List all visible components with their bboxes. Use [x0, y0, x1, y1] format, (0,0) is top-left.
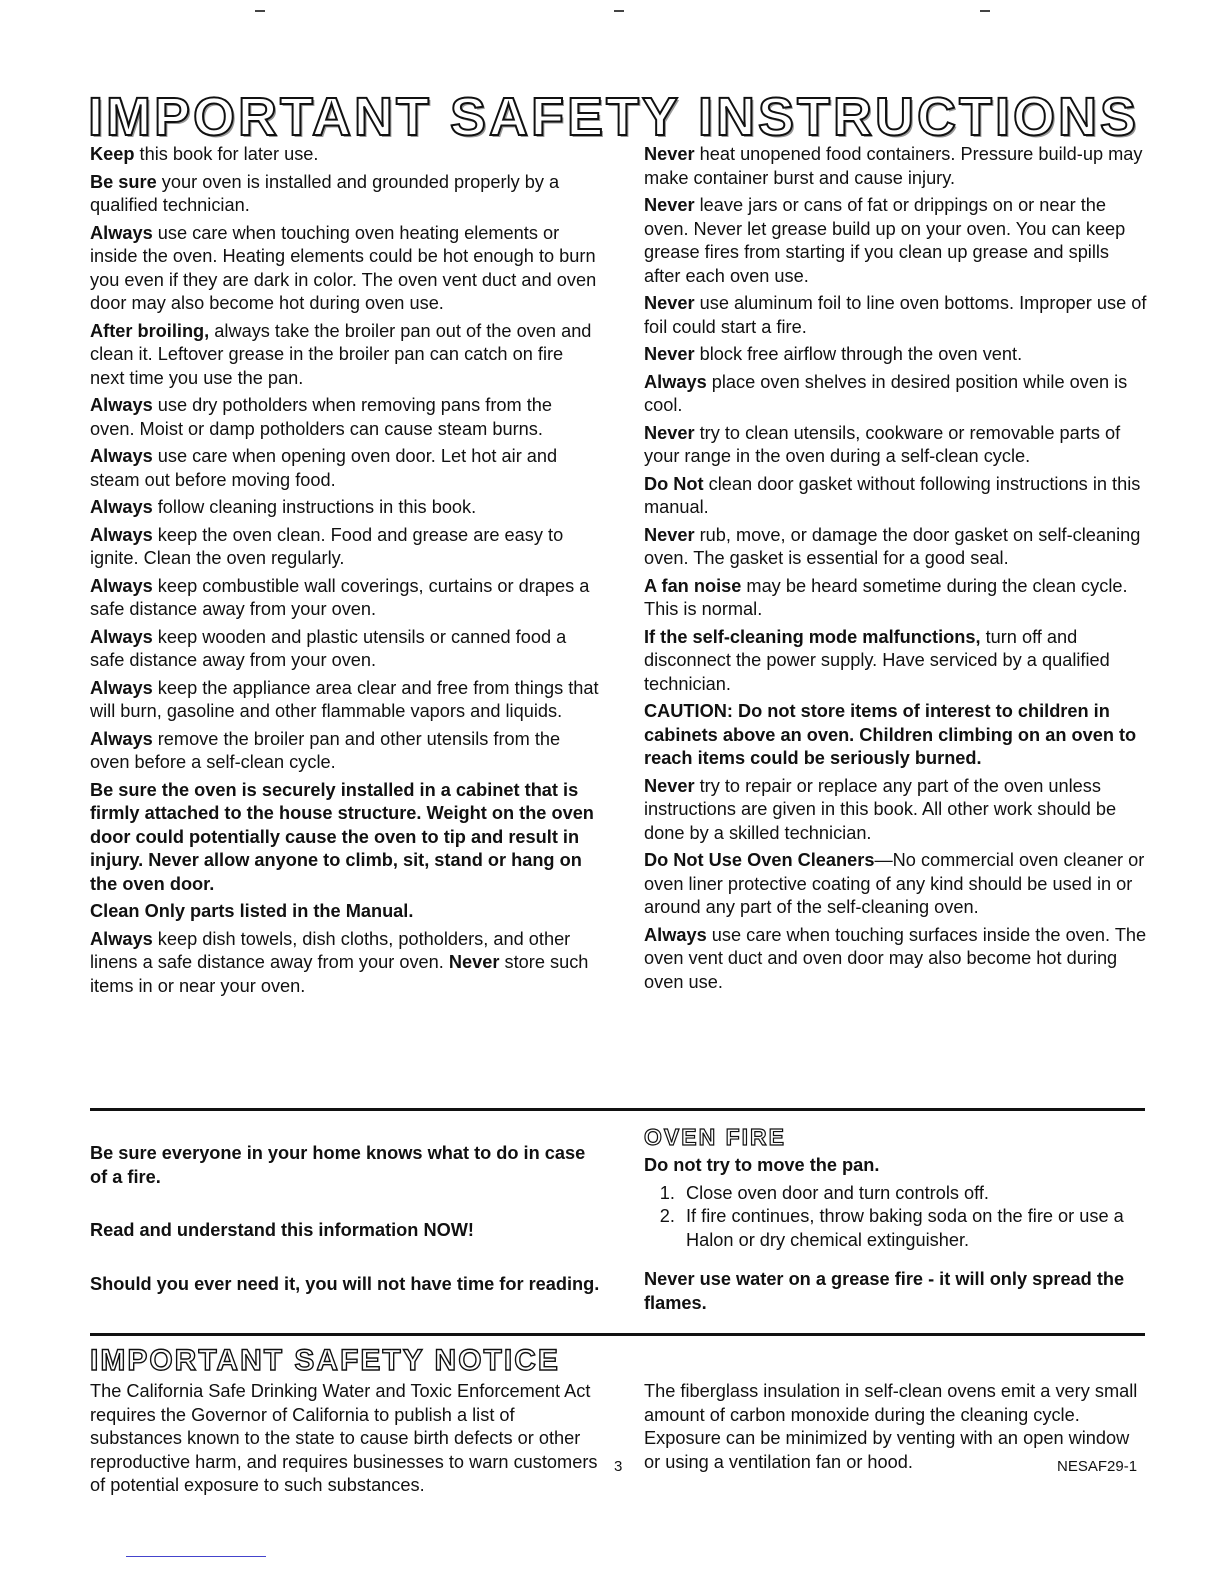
instruction-item	[644, 143, 1150, 190]
instruction-text: keep the oven clean. Food and grease are easy to ignite. Clean the oven regularly.	[90, 524, 564, 568]
instruction-text: keep combustible wall coverings, curtains or drapes a safe distance away from your oven.	[90, 575, 590, 619]
instruction-text: your oven is installed and grounded properly by a qualified technician.	[90, 171, 560, 215]
instruction-text: use care when opening oven door. Let hot air and steam out before moving food.	[90, 446, 558, 490]
instruction-lead: If the self-cleaning mode malfunctions,	[644, 626, 981, 647]
instruction-item	[644, 194, 1150, 288]
instruction-item	[90, 222, 600, 316]
instruction-lead: Be sure	[90, 171, 157, 192]
instruction-lead: Always	[90, 626, 153, 647]
instruction-lead: Always	[90, 928, 153, 949]
instruction-item	[90, 171, 600, 218]
grease-fire-warning: Never use water on a grease fire - it will only spread the flames.	[644, 1269, 1125, 1313]
scan-mark	[980, 10, 990, 12]
oven-fire-section	[644, 1154, 1150, 1319]
instruction-text: —No commercial oven cleaner or oven liner protective coating of any kind should be used in or around any part of the self-cleaning oven.	[644, 850, 1145, 917]
instruction-text: rub, move, or damage the door gasket on self-cleaning oven. The gasket is essential for a good seal.	[644, 524, 1141, 568]
instruction-text: use care when touching oven heating elements or inside the oven. Heating elements could be hot enough to burn you even if they are dark in color. The oven vent duct and oven door may also become hot during oven use.	[90, 222, 597, 313]
oven-fire-step: 1. Close oven door and turn controls off.	[680, 1182, 1150, 1206]
instruction-lead: Never	[644, 144, 695, 164]
instruction-lead: Never	[644, 195, 695, 215]
section-divider	[90, 1108, 1145, 1111]
oven-fire-subheading: Do not try to move the pan.	[644, 1155, 880, 1175]
instruction-lead: Be sure the oven is securely installed in a cabinet that is firmly attached to the house structure. Weight on the oven door could potentially cause the oven to tip and result in injury. Never allow anyone to climb, sit, stand or hang on the oven door.	[90, 779, 594, 894]
instruction-item	[90, 779, 600, 897]
instruction-text: store such items in or near your oven.	[90, 952, 589, 996]
instruction-lead: Always	[90, 497, 153, 517]
instruction-text: use care when touching surfaces inside the oven. The oven vent duct and oven door may also become hot during oven use.	[644, 924, 1147, 992]
instruction-item	[644, 422, 1150, 469]
scan-mark	[614, 10, 624, 12]
left-instructions-column	[90, 143, 600, 1002]
document-code: NESAF29-1	[1057, 1458, 1138, 1475]
instruction-lead: Always	[90, 524, 153, 545]
instruction-text: use dry potholders when removing pans from the oven. Moist or damp potholders can cause steam burns.	[90, 395, 553, 439]
instruction-lead: Do Not	[644, 473, 704, 494]
fire-note: Read and understand this information NOW!	[90, 1220, 474, 1240]
oven-fire-steps	[644, 1182, 1150, 1253]
instruction-lead: Do Not Use Oven Cleaners	[644, 850, 875, 870]
instruction-text: follow cleaning instructions in this book.	[152, 497, 477, 517]
instruction-text: try to clean utensils, cookware or removable parts of your range in the oven during a self-clean cycle.	[644, 422, 1121, 466]
instruction-lead: Never	[644, 524, 695, 545]
instruction-lead: A fan noise	[644, 575, 742, 596]
instruction-item	[90, 928, 600, 999]
instruction-item	[644, 626, 1150, 697]
instruction-item	[644, 473, 1150, 520]
instruction-lead: Never	[644, 775, 695, 796]
notice-left-text	[90, 1380, 600, 1502]
instruction-item	[644, 343, 1150, 367]
instruction-text: keep the appliance area clear and free from things that will burn, gasoline and other flammable vapors and liquids.	[90, 677, 599, 721]
california-notice: The California Safe Drinking Water and Toxic Enforcement Act requires the Governor of California to publish a list of substances known to the state to cause birth defects or other reproductive harm, and requires businesses to warn customers of potential exposure to such substances.	[90, 1381, 598, 1495]
scan-artifact-line	[126, 1556, 266, 1557]
instruction-item	[644, 292, 1150, 339]
instruction-item	[90, 900, 600, 924]
instruction-lead: Never	[644, 422, 695, 443]
instruction-text: block free airflow through the oven vent.	[694, 344, 1023, 364]
instruction-item	[90, 728, 600, 775]
instruction-lead: After broiling,	[90, 320, 210, 341]
instruction-item	[644, 575, 1150, 622]
instruction-lead: Always	[90, 728, 153, 749]
instruction-lead: Never	[448, 952, 500, 972]
instruction-item	[90, 524, 600, 571]
instruction-lead: Always	[90, 395, 153, 415]
instruction-text: place oven shelves in desired position while oven is cool.	[644, 371, 1128, 415]
instruction-text: use aluminum foil to line oven bottoms. Improper use of foil could start a fire.	[644, 293, 1147, 337]
page-title: IMPORTANT SAFETY INSTRUCTIONS	[88, 87, 1140, 147]
instruction-lead: Keep	[90, 144, 135, 164]
instruction-text: this book for later use.	[134, 144, 319, 164]
instruction-lead: Always	[90, 575, 153, 596]
instruction-text: keep wooden and plastic utensils or canned food a safe distance away from your oven.	[90, 626, 567, 670]
section-divider	[90, 1333, 1145, 1336]
instruction-item	[90, 143, 600, 167]
instruction-item	[644, 524, 1150, 571]
instruction-text: try to repair or replace any part of the oven unless instructions are given in this book. All other work should be done by a skilled technician.	[644, 775, 1117, 843]
instruction-text: clean door gasket without following instructions in this manual.	[644, 473, 1141, 517]
instruction-lead: Never	[644, 344, 695, 364]
instruction-item	[644, 700, 1150, 771]
instruction-lead: Always	[644, 371, 707, 392]
fire-preparedness-text	[90, 1142, 600, 1326]
instruction-lead: Never	[644, 293, 695, 313]
instruction-text: heat unopened food containers. Pressure build-up may make container burst and cause injury.	[644, 144, 1143, 188]
instruction-text: always take the broiler pan out of the oven and clean it. Leftover grease in the broiler pan can catch on fire next time you use the pan.	[90, 320, 592, 388]
instruction-item	[90, 394, 600, 441]
instruction-item	[644, 924, 1150, 995]
instruction-lead: CAUTION: Do not store items of interest to children in cabinets above an oven. Children climbing on an oven to reach items could be seriously burned.	[644, 701, 1137, 768]
instruction-item	[90, 677, 600, 724]
instruction-item	[90, 626, 600, 673]
instruction-item	[90, 320, 600, 391]
page-number: 3	[614, 1458, 623, 1475]
instruction-text: keep dish towels, dish cloths, potholders, and other linens a safe distance away from your oven.	[90, 928, 571, 972]
instruction-text: may be heard sometime during the clean cycle. This is normal.	[644, 575, 1128, 619]
instruction-lead: Always	[90, 677, 153, 698]
fire-note: Be sure everyone in your home knows what to do in case of a fire.	[90, 1143, 586, 1187]
instruction-item	[90, 445, 600, 492]
oven-fire-step: 2. If fire continues, throw baking soda on the fire or use a Halon or dry chemical extinguisher.	[680, 1205, 1150, 1252]
instruction-lead: Always	[90, 446, 153, 466]
instruction-item	[90, 575, 600, 622]
instruction-text: leave jars or cans of fat or drippings on or near the oven. Never let grease build up on your oven. You can keep grease fires from starting if you clean up grease and spills after each oven use.	[644, 195, 1126, 286]
scan-mark	[255, 10, 265, 12]
instruction-text: remove the broiler pan and other utensils from the oven before a self-clean cycle.	[90, 728, 561, 772]
notice-title: IMPORTANT SAFETY NOTICE	[90, 1344, 560, 1377]
oven-fire-heading: OVEN FIRE	[644, 1124, 786, 1150]
instruction-text: turn off and disconnect the power supply. Have serviced by a qualified technician.	[644, 626, 1110, 694]
instruction-lead: Always	[644, 924, 707, 945]
instruction-item	[644, 849, 1150, 920]
instruction-item	[644, 371, 1150, 418]
fire-note: Should you ever need it, you will not have time for reading.	[90, 1273, 600, 1294]
instruction-item	[90, 496, 600, 520]
right-instructions-column	[644, 143, 1150, 998]
instruction-item	[644, 775, 1150, 846]
instruction-lead: Always	[90, 222, 153, 243]
fiberglass-notice: The fiberglass insulation in self-clean ovens emit a very small amount of carbon monoxide during the cleaning cycle. Exposure can be minimized by venting with an open window or using a ventilation fan or hood.	[644, 1381, 1138, 1472]
instruction-lead: Clean Only parts listed in the Manual.	[90, 901, 414, 921]
